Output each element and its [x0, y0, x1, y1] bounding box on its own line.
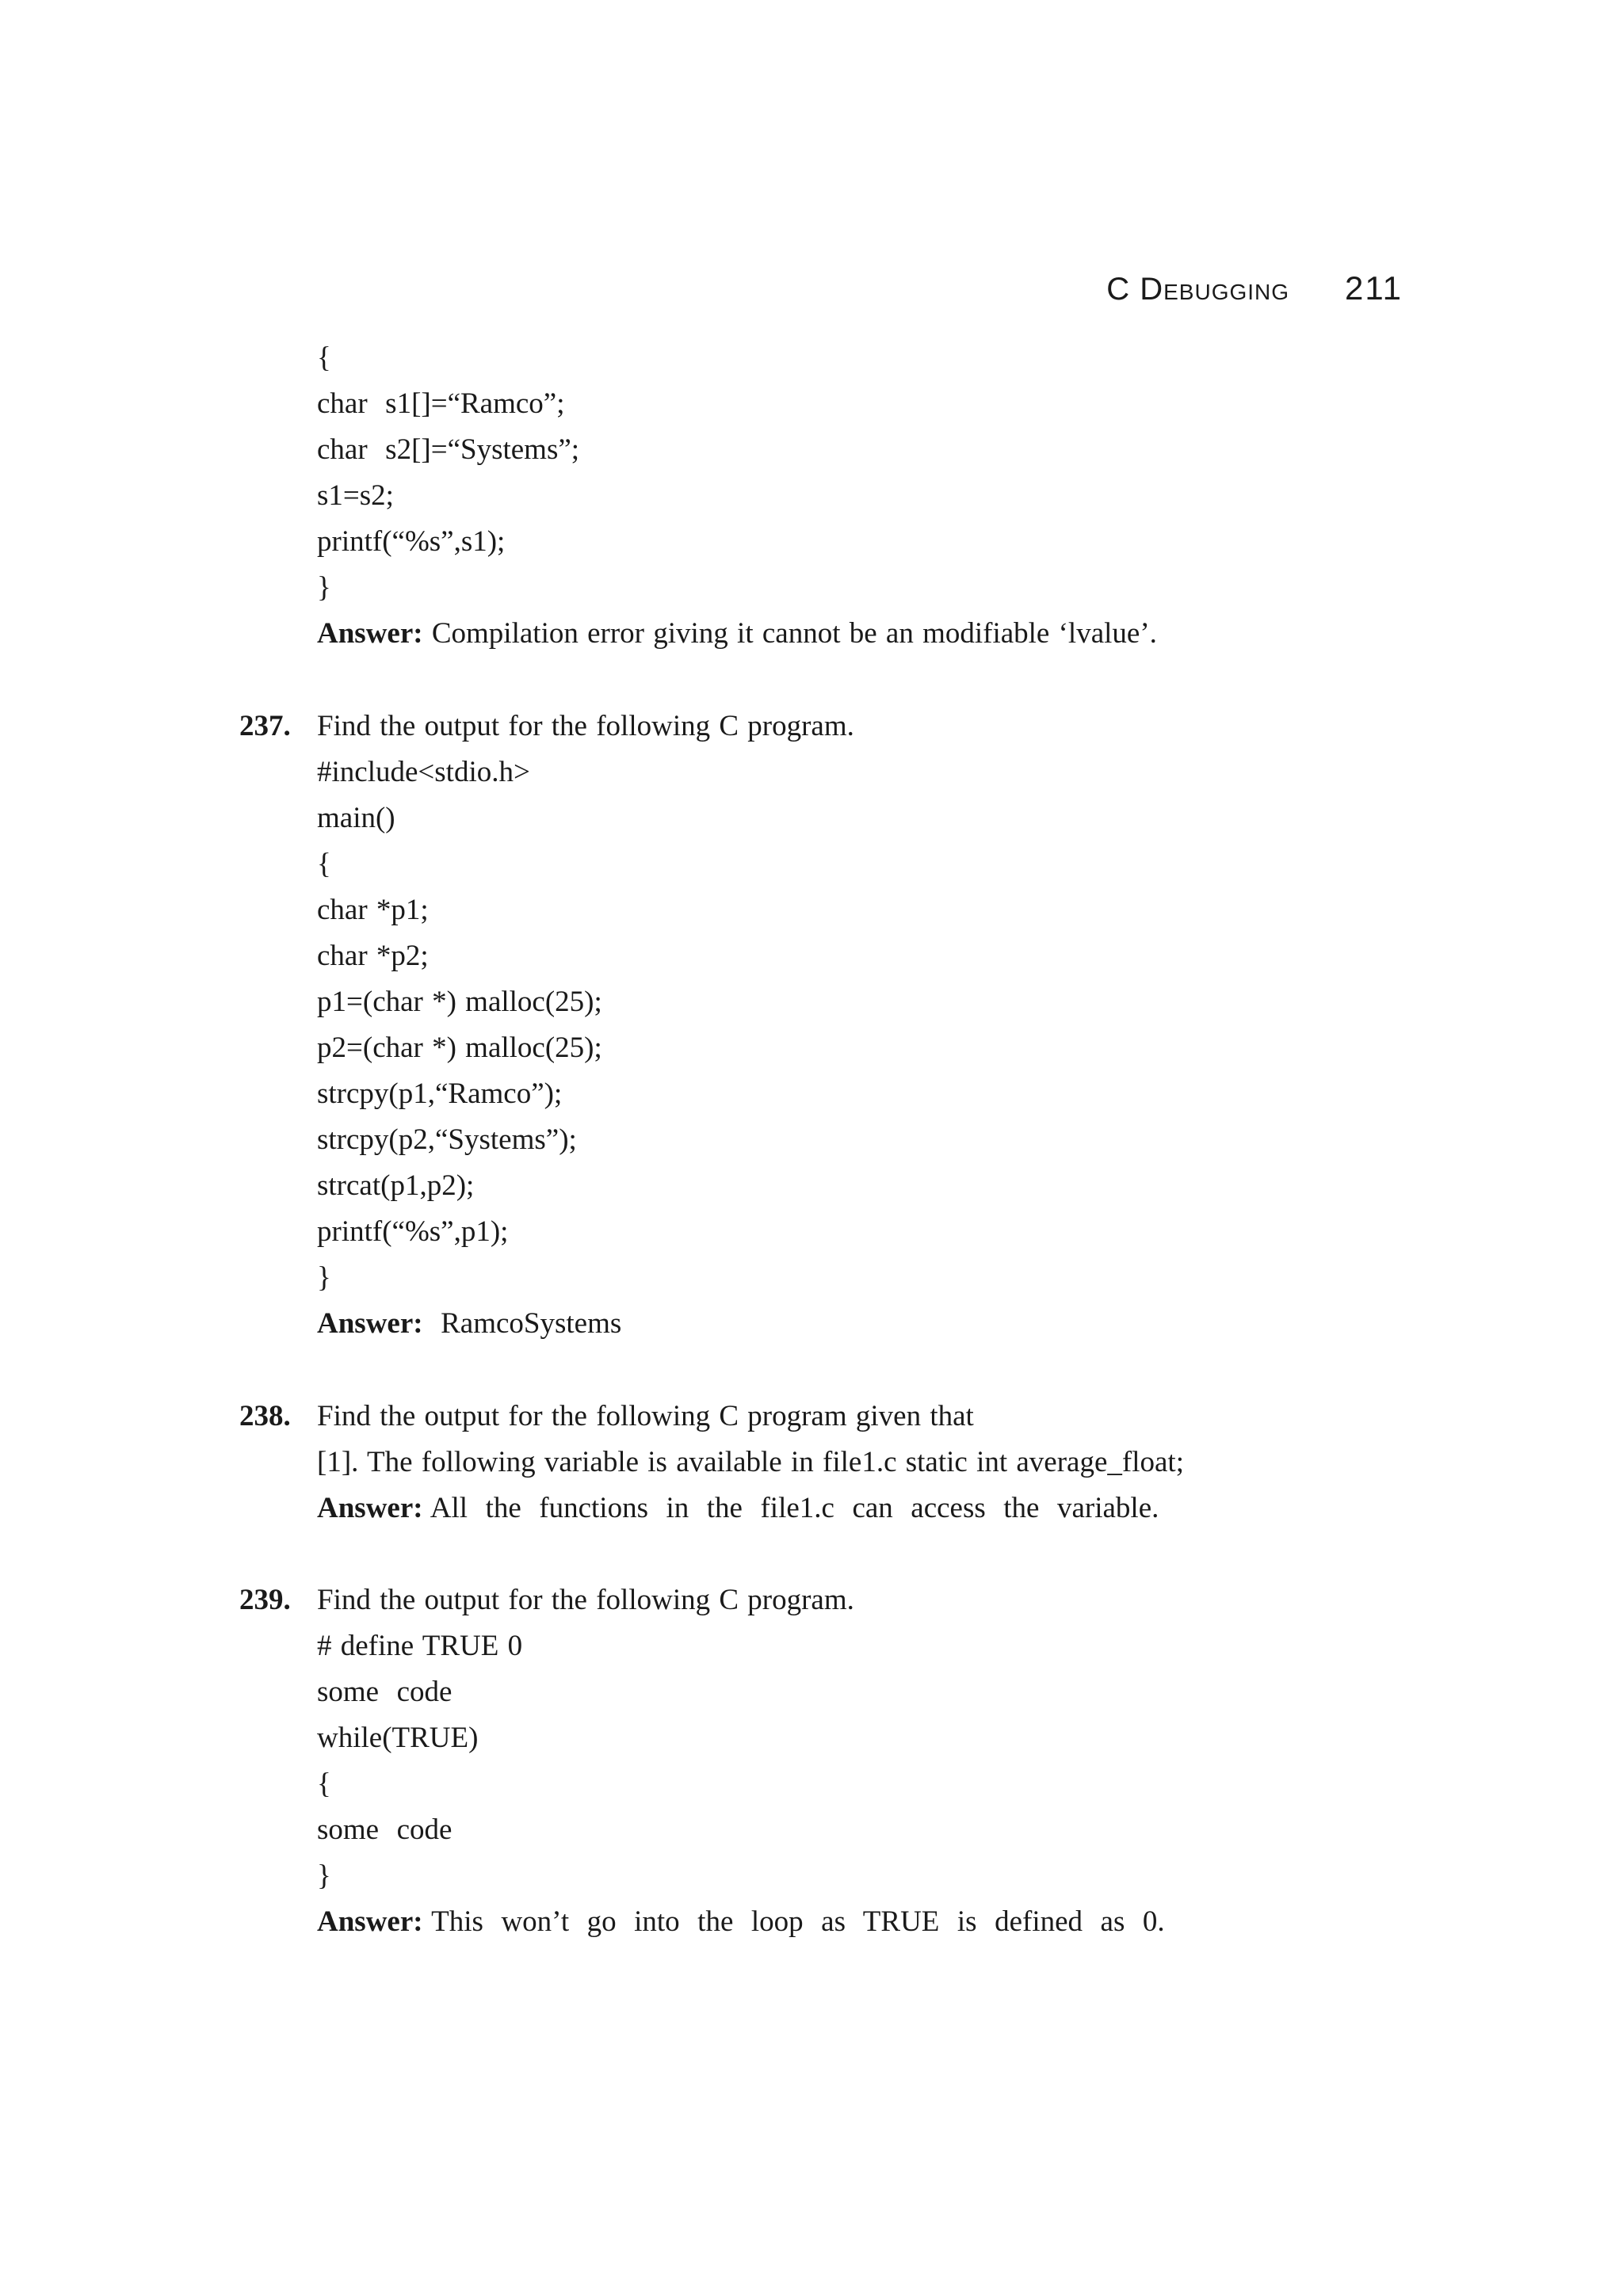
code-line: {: [317, 341, 331, 374]
code-line: s1=s2;: [317, 479, 394, 512]
code-line: strcpy(p2,“Systems”);: [317, 1123, 577, 1156]
answer-label: Answer:: [317, 1905, 423, 1938]
question-text: Find the output for the following C program.: [317, 1584, 854, 1616]
answer-label: Answer:: [317, 1492, 423, 1524]
code-line: char s2[]=“Systems”;: [317, 433, 580, 466]
code-line: strcat(p1,p2);: [317, 1169, 475, 1202]
answer-label: Answer:: [317, 617, 423, 650]
answer-line: [317, 1905, 1165, 1939]
code-line: {: [317, 848, 331, 880]
code-line: # define TRUE 0: [317, 1630, 523, 1662]
code-line: {: [317, 1768, 331, 1800]
code-line: while(TRUE): [317, 1722, 479, 1754]
chapter-title: C Debugging: [1106, 272, 1290, 307]
code-line: main(): [317, 802, 395, 834]
answer-text: Compilation error giving it cannot be an modifiable ‘lvalue’.: [422, 617, 1157, 650]
code-line: some code: [317, 1814, 453, 1846]
code-line: }: [317, 1261, 331, 1294]
question-text: Find the output for the following C program.: [317, 710, 854, 742]
page-number: 211: [1345, 269, 1403, 307]
running-header: [1094, 269, 1403, 317]
answer-text: All the functions in the file1.c can access the variable.: [422, 1492, 1159, 1524]
answer-text: RamcoSystems: [422, 1307, 622, 1340]
code-line: }: [317, 571, 331, 604]
code-line: printf(“%s”,p1);: [317, 1215, 509, 1248]
question-number: 238.: [239, 1400, 291, 1432]
code-line: }: [317, 1859, 331, 1892]
answer-label: Answer:: [317, 1307, 423, 1340]
code-line: some code: [317, 1676, 453, 1708]
code-line: #include<stdio.h>: [317, 756, 530, 788]
code-line: char s1[]=“Ramco”;: [317, 387, 565, 420]
answer-line: [317, 1491, 1159, 1526]
code-line: printf(“%s”,s1);: [317, 525, 506, 558]
code-line: strcpy(p1,“Ramco”);: [317, 1077, 563, 1110]
code-line: char *p1;: [317, 894, 429, 926]
question-number: 239.: [239, 1584, 291, 1616]
answer-line: [317, 616, 1157, 651]
question-number: 237.: [239, 710, 291, 742]
code-line: p1=(char *) malloc(25);: [317, 986, 602, 1018]
question-detail: [1]. The following variable is available in file1.c static int average_float;: [317, 1446, 1184, 1478]
answer-line: [317, 1306, 621, 1341]
code-line: char *p2;: [317, 940, 429, 972]
answer-text: This won’t go into the loop as TRUE is defined as 0.: [422, 1905, 1165, 1938]
code-line: p2=(char *) malloc(25);: [317, 1032, 602, 1064]
question-text: Find the output for the following C program given that: [317, 1400, 974, 1432]
